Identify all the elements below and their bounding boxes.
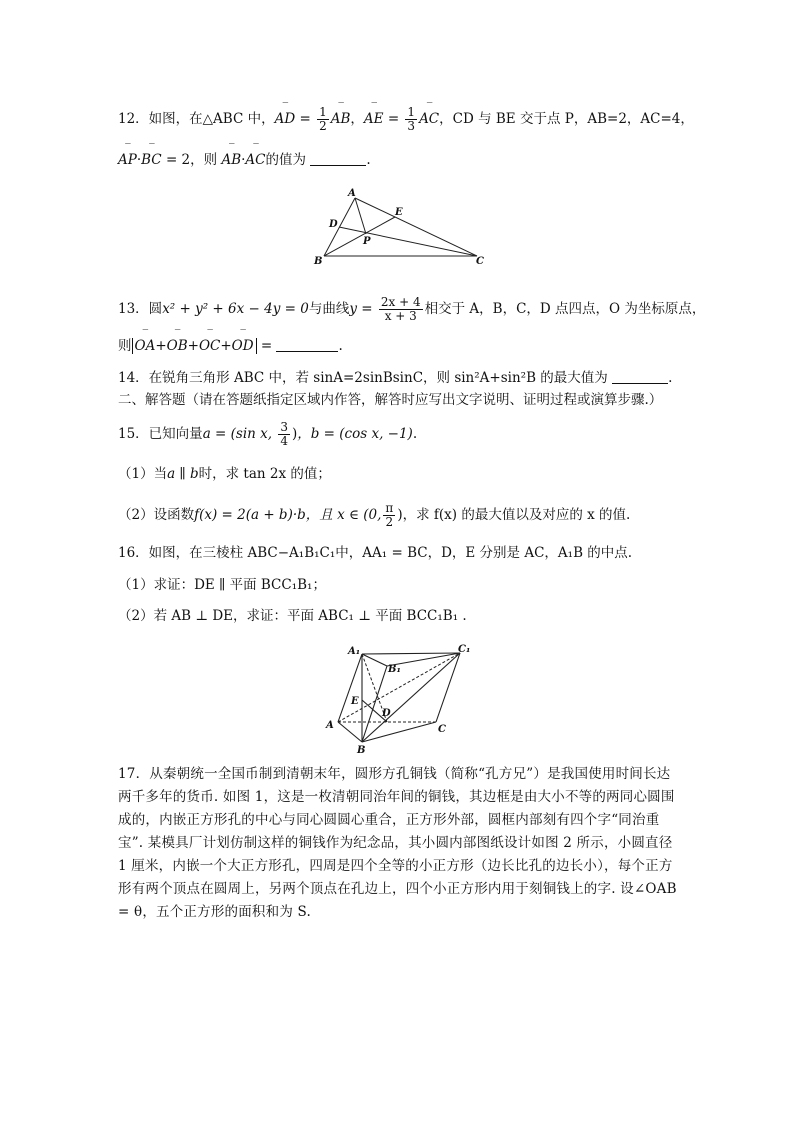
- circle-equation: x² + y² + 6x − 4y = 0: [162, 301, 309, 317]
- q15-part2: [118, 502, 630, 529]
- vector-od: ‾ OD: [232, 337, 254, 355]
- q12-ask: 的值为: [265, 152, 307, 168]
- curve-fraction: [379, 296, 423, 323]
- q13-ask-prefix: 则: [118, 338, 132, 354]
- fraction-half: [317, 106, 329, 133]
- q12-line2: [118, 151, 371, 169]
- vector-b-def: ，b = (cos x, −1): [297, 426, 413, 442]
- q12-intro: 12．如图，在△ABC 中，: [118, 111, 275, 127]
- label-b1: B₁: [388, 664, 401, 675]
- frac-den: 2: [319, 119, 327, 133]
- q16-prism-figure: [318, 642, 488, 754]
- q14-line: [118, 369, 672, 387]
- part-label: （1）当: [118, 466, 168, 482]
- q13-intro: 13．圆: [118, 301, 163, 317]
- fraction-pi-half: [383, 502, 395, 529]
- paren: ): [397, 507, 403, 523]
- q12-conditions: ，CD 与 BE 交于点 P，AB=2，AC=4，: [439, 111, 694, 127]
- period: .: [668, 370, 673, 386]
- plus: +: [155, 338, 167, 354]
- frac-den: x + 3: [384, 309, 417, 323]
- vector-a-def: a = (sin x,: [202, 426, 277, 442]
- part-label: （2）设函数: [118, 507, 195, 523]
- frac-num: 1: [319, 105, 327, 119]
- vector-ap: ‾ AP: [118, 151, 137, 169]
- q13-line1: [118, 296, 705, 323]
- label-p: P: [363, 236, 371, 247]
- frac-num: π: [385, 501, 394, 515]
- edge-a1a: [338, 654, 362, 722]
- label-a: A: [326, 720, 334, 731]
- plus: +: [187, 338, 199, 354]
- plus: +: [220, 338, 232, 354]
- edge-ac: [355, 198, 477, 256]
- edge-ab: [338, 722, 362, 742]
- answer-blank: [276, 339, 338, 352]
- q15-line1: [118, 421, 417, 448]
- q13-connector: 与曲线: [308, 301, 350, 317]
- vector-ab: ‾ AB: [221, 151, 241, 169]
- q12-condition: = 2，则: [165, 152, 218, 168]
- answer-blank: [612, 371, 668, 384]
- frac-den: 4: [280, 434, 288, 448]
- vector-oa: ‾ OA: [135, 337, 156, 355]
- vector-bc: ‾ BC: [141, 151, 162, 169]
- label-b: B: [357, 745, 366, 754]
- domain-interval: ，且 x ∈ (0,: [305, 507, 382, 523]
- equals-sign: =: [299, 111, 311, 127]
- section-heading: 二、解答题（请在答题纸指定区域内作答，解答时应写出文字说明、证明过程或演算步骤.）: [118, 392, 663, 408]
- label-a: A: [348, 188, 356, 199]
- vector-ab: ‾ AB: [331, 110, 351, 128]
- frac-num: 3: [280, 420, 288, 434]
- vector-oc: ‾ OC: [199, 337, 220, 355]
- q15-intro: 15．已知向量: [118, 426, 203, 442]
- curve-lhs: y =: [349, 301, 373, 317]
- label-d: D: [329, 219, 338, 230]
- q12-triangle-figure: [310, 186, 490, 268]
- answer-blank: [310, 153, 366, 166]
- equals-sign: =: [387, 111, 400, 127]
- fraction-three-quarters: [278, 421, 290, 448]
- frac-den: 2: [385, 515, 394, 529]
- label-c: C: [476, 256, 484, 267]
- label-b: B: [314, 256, 323, 267]
- part1-ask: 时，求 tan 2x 的值；: [198, 466, 331, 482]
- segment-cd: [339, 227, 477, 256]
- frac-num: 2x + 4: [380, 295, 421, 309]
- edge-a1c1: [362, 653, 460, 654]
- q14-text: 14．在锐角三角形 ABC 中，若 sinA=2sinBsinC，则 sin²A+sin²B 的最大值为: [118, 370, 608, 386]
- label-a1: A₁: [348, 646, 361, 657]
- equals-sign: =: [260, 338, 273, 354]
- vector-ad: ‾ AD: [275, 110, 296, 128]
- separator: ，: [350, 111, 364, 127]
- q13-conditions: 相交于 A，B，C，D 点四点，O 为坐标原点，: [424, 301, 706, 317]
- period: .: [412, 426, 418, 442]
- vector-ac: ‾ AC: [245, 151, 265, 169]
- paren: ): [291, 426, 298, 442]
- q16-part1: （1）求证：DE ∥ 平面 BCC₁B₁；: [118, 577, 326, 593]
- label-e: E: [395, 207, 403, 218]
- label-c1: C₁: [458, 644, 471, 655]
- q16-part2: （2）若 AB ⊥ DE，求证：平面 ABC₁ ⊥ 平面 BCC₁B₁ .: [118, 608, 467, 624]
- vector-ob: ‾ OB: [167, 337, 188, 355]
- label-d: D: [382, 708, 391, 719]
- parallel-relation: a ∥ b: [167, 466, 199, 482]
- vector-ac: ‾ AC: [419, 110, 439, 128]
- q13-line2: [118, 337, 343, 355]
- label-c: C: [438, 724, 446, 735]
- fraction-third: [405, 106, 417, 133]
- q12-line1: [118, 106, 694, 133]
- frac-num: 1: [407, 105, 416, 119]
- vector-ae: ‾ AE: [364, 110, 384, 128]
- dot-op: ·: [136, 152, 142, 168]
- dot-op: ·: [241, 152, 246, 168]
- frac-den: 3: [407, 119, 416, 133]
- part2-ask: ，求 f(x) 的最大值以及对应的 x 的值.: [402, 507, 631, 523]
- q16-line1: 16．如图，在三棱柱 ABC−A₁B₁C₁中，AA₁ = BC，D，E 分别是 AC，A₁B 的中点.: [118, 545, 633, 561]
- function-def: f(x) = 2(a + b)·b: [194, 507, 306, 523]
- segment-ap: [355, 198, 366, 234]
- q15-part1: [118, 465, 331, 483]
- period: .: [366, 152, 371, 168]
- vector-sum-abs: [132, 338, 257, 354]
- period: .: [338, 338, 343, 354]
- q17-paragraph: 17．从秦朝统一全国币制到清朝末年，圆形方孔铜钱（简称“孔方兄”）是我国使用时间长达两千多年的货币. 如图 1，这是一枚清朝同治年间的铜钱，其边框是由大小不等的两同心圆围成的，内嵌正方形孔的中心与同心圆圆心重合，正方形外部，圆框内部刻有四个字“同治重宝”. 某模具厂计划仿制这样的铜钱作为纪念品，其小圆内部图纸设计如图 2 所示，小圆直径 1 厘米，内嵌一个大正方形孔，四周是四个全等的小正方形（边长比孔的边长小），每个正方形有两个顶点在圆周上，另两个顶点在孔边上，四个小正方形内用于刻铜钱上的字. 设∠OAB = θ，五个正方形的面积和为 S.: [118, 766, 677, 920]
- label-e: E: [351, 696, 359, 707]
